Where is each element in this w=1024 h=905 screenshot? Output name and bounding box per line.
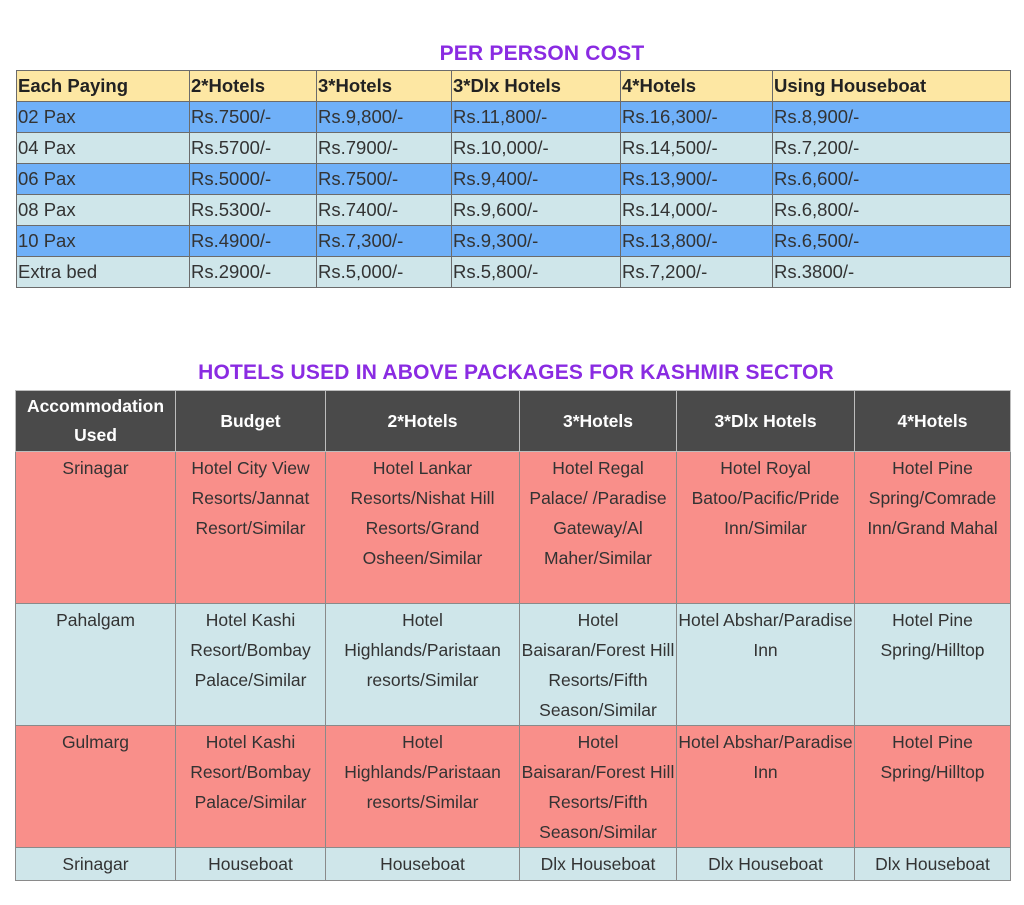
table-cell: Rs.10,000/- (452, 133, 621, 164)
table-cell: Hotel Highlands/Paristaan resorts/Similar (326, 604, 520, 726)
table-cell: Rs.5,800/- (452, 257, 621, 288)
table-cell: Rs.7,300/- (317, 226, 452, 257)
table-cell: Hotel City View Resorts/Jannat Resort/Similar (176, 452, 326, 604)
hotels-used-table (15, 390, 1011, 881)
cost-header-row (17, 71, 1011, 102)
hotels-header-row (16, 391, 1011, 452)
table-row (16, 604, 1011, 726)
table-cell: Srinagar (16, 848, 176, 881)
table-cell: Rs.7500/- (190, 102, 317, 133)
per-person-cost-table (16, 70, 1011, 288)
hotels-header-cell: 2*Hotels (326, 391, 520, 452)
table-cell: Rs.13,800/- (621, 226, 773, 257)
table-row (16, 848, 1011, 881)
table-cell: Rs.16,300/- (621, 102, 773, 133)
table-cell: Extra bed (17, 257, 190, 288)
cost-header-cell: Using Houseboat (773, 71, 1011, 102)
table-cell: Hotel Regal Palace/ /Paradise Gateway/Al Maher/Similar (520, 452, 677, 604)
table-cell: Hotel Kashi Resort/Bombay Palace/Similar (176, 604, 326, 726)
table-cell: Dlx Houseboat (677, 848, 855, 881)
per-person-cost-title: PER PERSON COST (439, 42, 645, 65)
table-cell: Rs.9,600/- (452, 195, 621, 226)
table-cell: Houseboat (326, 848, 520, 881)
table-cell: Pahalgam (16, 604, 176, 726)
table-cell: Rs.5,000/- (317, 257, 452, 288)
table-cell: Hotel Baisaran/Forest Hill Resorts/Fifth Season/Similar (520, 604, 677, 726)
table-cell: Rs.5700/- (190, 133, 317, 164)
table-cell: Rs.14,000/- (621, 195, 773, 226)
hotels-header-cell: 4*Hotels (855, 391, 1011, 452)
table-cell: 08 Pax (17, 195, 190, 226)
table-cell: Hotel Royal Batoo/Pacific/Pride Inn/Similar (677, 452, 855, 604)
table-cell: Hotel Pine Spring/Hilltop (855, 604, 1011, 726)
table-row (17, 257, 1011, 288)
table-cell: Rs.6,600/- (773, 164, 1011, 195)
table-cell: Dlx Houseboat (520, 848, 677, 881)
table-row (16, 726, 1011, 848)
table-row (17, 102, 1011, 133)
hotels-header-cell: Budget (176, 391, 326, 452)
cost-header-cell: 3*Dlx Hotels (452, 71, 621, 102)
hotels-header-cell: Accommodation Used (16, 391, 176, 452)
cost-header-cell: 4*Hotels (621, 71, 773, 102)
table-row (17, 226, 1011, 257)
table-cell: Dlx Houseboat (855, 848, 1011, 881)
cost-header-cell: Each Paying (17, 71, 190, 102)
table-cell: Rs.13,900/- (621, 164, 773, 195)
table-cell: Rs.4900/- (190, 226, 317, 257)
table-cell: Rs.9,300/- (452, 226, 621, 257)
table-cell: Hotel Baisaran/Forest Hill Resorts/Fifth Season/Similar (520, 726, 677, 848)
table-cell: 06 Pax (17, 164, 190, 195)
table-cell: 02 Pax (17, 102, 190, 133)
table-cell: Hotel Abshar/Paradise Inn (677, 604, 855, 726)
table-cell: Rs.7900/- (317, 133, 452, 164)
table-cell: Hotel Abshar/Paradise Inn (677, 726, 855, 848)
table-row (17, 133, 1011, 164)
table-cell: Rs.3800/- (773, 257, 1011, 288)
table-cell: Hotel Highlands/Paristaan resorts/Similar (326, 726, 520, 848)
table-cell: Rs.11,800/- (452, 102, 621, 133)
table-cell: Rs.6,500/- (773, 226, 1011, 257)
table-cell: Rs.7,200/- (621, 257, 773, 288)
table-cell: Hotel Lankar Resorts/Nishat Hill Resorts/Grand Osheen/Similar (326, 452, 520, 604)
table-cell: Rs.9,800/- (317, 102, 452, 133)
table-cell: 10 Pax (17, 226, 190, 257)
table-cell: Hotel Pine Spring/Hilltop (855, 726, 1011, 848)
table-cell: Rs.14,500/- (621, 133, 773, 164)
table-cell: Gulmarg (16, 726, 176, 848)
table-cell: Rs.6,800/- (773, 195, 1011, 226)
table-row (17, 164, 1011, 195)
table-cell: Rs.5300/- (190, 195, 317, 226)
table-cell: Hotel Pine Spring/Comrade Inn/Grand Mahal (855, 452, 1011, 604)
table-row (16, 452, 1011, 604)
table-row (17, 195, 1011, 226)
hotels-header-cell: 3*Hotels (520, 391, 677, 452)
cost-header-cell: 3*Hotels (317, 71, 452, 102)
hotels-header-cell: 3*Dlx Hotels (677, 391, 855, 452)
table-cell: Rs.2900/- (190, 257, 317, 288)
hotels-used-title: HOTELS USED IN ABOVE PACKAGES FOR KASHMIR SECTOR (198, 361, 834, 384)
table-cell: Hotel Kashi Resort/Bombay Palace/Similar (176, 726, 326, 848)
cost-header-cell: 2*Hotels (190, 71, 317, 102)
table-cell: Rs.5000/- (190, 164, 317, 195)
table-cell: Srinagar (16, 452, 176, 604)
table-cell: Rs.9,400/- (452, 164, 621, 195)
table-cell: Rs.7400/- (317, 195, 452, 226)
table-cell: Houseboat (176, 848, 326, 881)
table-cell: 04 Pax (17, 133, 190, 164)
table-cell: Rs.8,900/- (773, 102, 1011, 133)
table-cell: Rs.7500/- (317, 164, 452, 195)
table-cell: Rs.7,200/- (773, 133, 1011, 164)
